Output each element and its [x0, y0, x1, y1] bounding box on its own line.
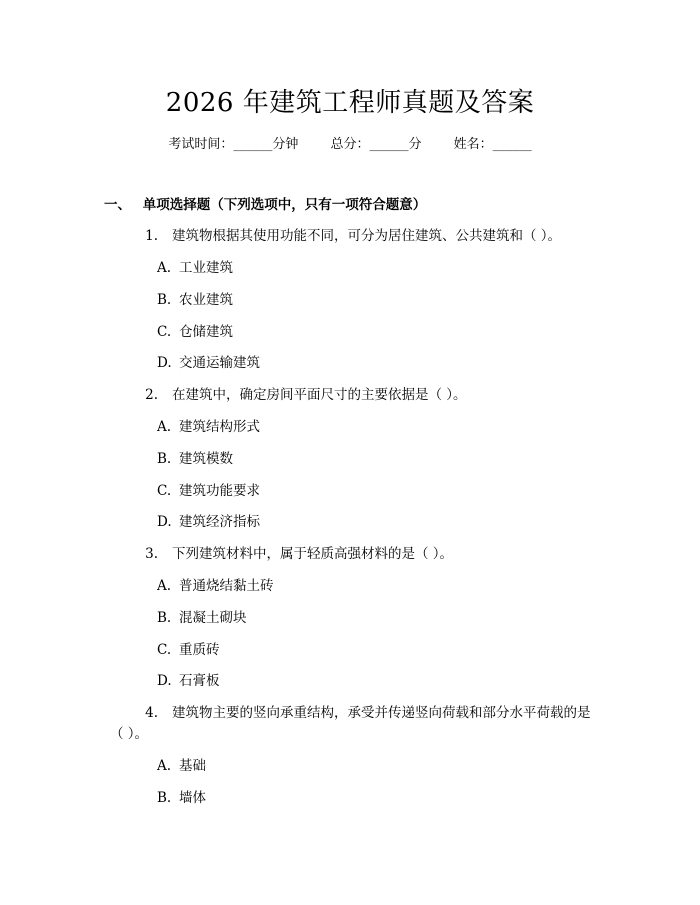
question-number: 1. — [145, 228, 158, 244]
section-title: 单项选择题（下列选项中，只有一项符合题意） — [142, 197, 427, 213]
option-text: 仓储建筑 — [179, 324, 233, 340]
option-2b — [157, 447, 233, 467]
option-text: 石膏板 — [179, 673, 220, 689]
question-number: 3. — [145, 546, 158, 562]
exam-time-field: 考试时间：______分钟 — [168, 137, 299, 152]
option-letter: A. — [157, 419, 172, 435]
option-letter: C. — [157, 483, 172, 499]
option-text: 普通烧结黏土砖 — [179, 578, 274, 594]
option-text: 交通运输建筑 — [179, 355, 260, 371]
option-1b — [157, 288, 233, 308]
option-text: 农业建筑 — [179, 292, 233, 308]
section-number: 一、 — [104, 197, 131, 213]
option-1a — [157, 256, 233, 276]
question-4-continuation — [110, 722, 148, 742]
option-letter: D. — [157, 514, 172, 530]
option-text: 混凝土砌块 — [179, 610, 247, 626]
option-4a — [157, 754, 206, 774]
option-1d — [157, 351, 260, 371]
question-4 — [110, 701, 591, 721]
option-2a — [157, 415, 260, 435]
question-text: 在建筑中，确定房间平面尺寸的主要依据是（ ）。 — [172, 387, 467, 403]
question-text-continued: （ ）。 — [110, 726, 149, 742]
option-2d — [157, 510, 260, 530]
option-text: 基础 — [179, 758, 206, 774]
question-text: 建筑物根据其使用功能不同，可分为居住建筑、公共建筑和（ ）。 — [172, 228, 562, 244]
option-4b — [157, 786, 206, 806]
option-text: 建筑经济指标 — [179, 514, 260, 530]
option-3c — [157, 638, 220, 658]
document-title: 2026 年建筑工程师真题及答案 — [165, 88, 535, 118]
question-number: 2. — [145, 387, 158, 403]
option-letter: C. — [157, 642, 172, 658]
section-heading — [104, 193, 426, 213]
option-letter: B. — [157, 292, 172, 308]
question-1 — [110, 224, 561, 244]
option-3a — [157, 574, 274, 594]
question-number: 4. — [145, 705, 158, 721]
option-1c — [157, 320, 233, 340]
option-letter: D. — [157, 673, 172, 689]
option-text: 重质砖 — [179, 642, 220, 658]
option-text: 建筑功能要求 — [179, 483, 260, 499]
question-text: 下列建筑材料中，属于轻质高强材料的是（ ）。 — [172, 546, 454, 562]
total-score-field: 总分：______分 — [330, 137, 422, 152]
option-letter: A. — [157, 260, 172, 276]
option-2c — [157, 479, 260, 499]
exam-meta — [0, 133, 700, 152]
option-letter: B. — [157, 451, 172, 467]
option-text: 工业建筑 — [179, 260, 233, 276]
option-letter: C. — [157, 324, 172, 340]
question-2 — [110, 383, 467, 403]
option-text: 建筑结构形式 — [179, 419, 260, 435]
name-field: 姓名：______ — [453, 137, 532, 152]
option-letter: D. — [157, 355, 172, 371]
option-letter: A. — [157, 578, 172, 594]
option-text: 建筑模数 — [179, 451, 233, 467]
option-3b — [157, 606, 247, 626]
option-letter: B. — [157, 610, 172, 626]
option-3d — [157, 669, 220, 689]
question-text: 建筑物主要的竖向承重结构，承受并传递竖向荷载和部分水平荷载的是 — [172, 705, 591, 721]
option-letter: B. — [157, 790, 172, 806]
option-text: 墙体 — [179, 790, 206, 806]
option-letter: A. — [157, 758, 172, 774]
question-3 — [110, 542, 453, 562]
